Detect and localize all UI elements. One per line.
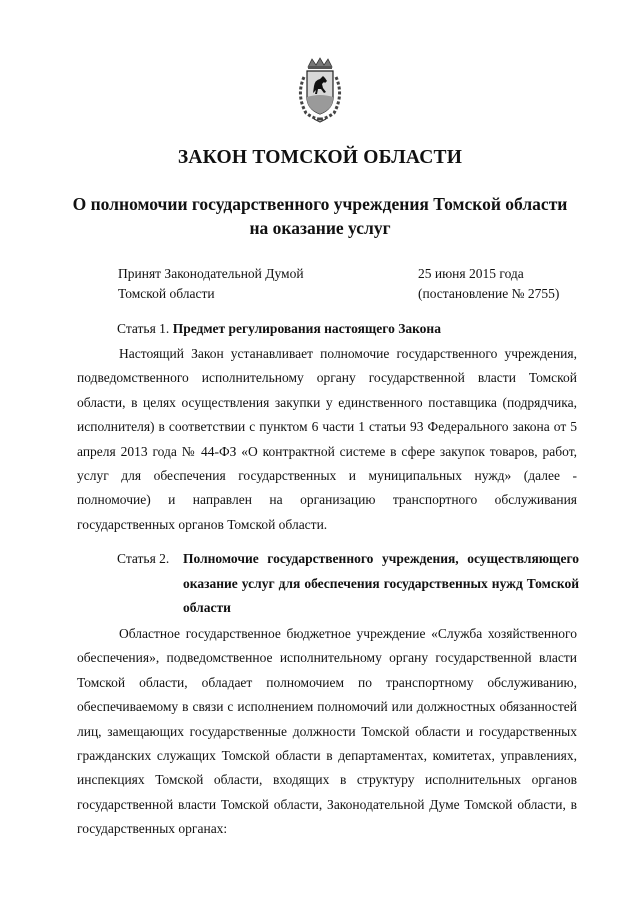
adoption-resolution: (постановление № 2755) [418, 286, 560, 301]
article-1-text: Настоящий Закон устанавливает полномочие государственного учреждения, подведомственного исполнительному органу государственной власти Томской области, в целях осуществления закупки у единственного поставщика (подрядчика, исполнителя) в соответствии с пунктом 6 части 1 статьи 93 Федерального закона от 5 апреля 2013 года № 44-ФЗ «О контрактной системе в сфере закупок товаров, работ, услуг для обеспечения государственных и муниципальных нужд» (далее - полномочие) и направлен на организацию транспортного обслуживания государственных органов Томской области. [77, 346, 577, 532]
coat-of-arms-icon [294, 57, 346, 123]
adoption-line-1: Принят Законодательной Думой [118, 266, 304, 281]
adoption-date-block [418, 264, 559, 304]
adoption-line-2: Томской области [118, 286, 215, 301]
adoption-body [118, 264, 304, 304]
article-1-title: Предмет регулирования настоящего Закона [172, 321, 441, 336]
subject-title: О полномочии государственного учреждения Томской области на оказание услуг [72, 194, 568, 238]
article-1-heading [117, 319, 577, 339]
article-2-title: Полномочие государственного учреждения, осуществляющего оказание услуг для обеспечения государственных нужд Томской области [183, 551, 579, 615]
law-title: ЗАКОН ТОМСКОЙ ОБЛАСТИ [177, 147, 463, 168]
article-2-label: Статья 2. [117, 551, 170, 566]
article-2-text: Областное государственное бюджетное учреждение «Служба хозяйственного обеспечения», подведомственное исполнительному органу государственной власти Томской области, обладает полномочием по транспортному обслуживанию, обеспечиваемому в связи с исполнением полномочий или должностных обязанностей лиц, замещающих государственные должности Томской области и государственных гражданских служащих Томской области в департаментах, комитетах, управлениях, инспекциях Томской области, входящих в структуру исполнительных органов государственной власти Томской области, Законодательной Думе Томской области, в государственных органах: [77, 626, 577, 837]
adoption-date: 25 июня 2015 года [418, 266, 524, 281]
article-2-heading [117, 547, 579, 621]
article-1-label: Статья 1. [117, 321, 170, 336]
